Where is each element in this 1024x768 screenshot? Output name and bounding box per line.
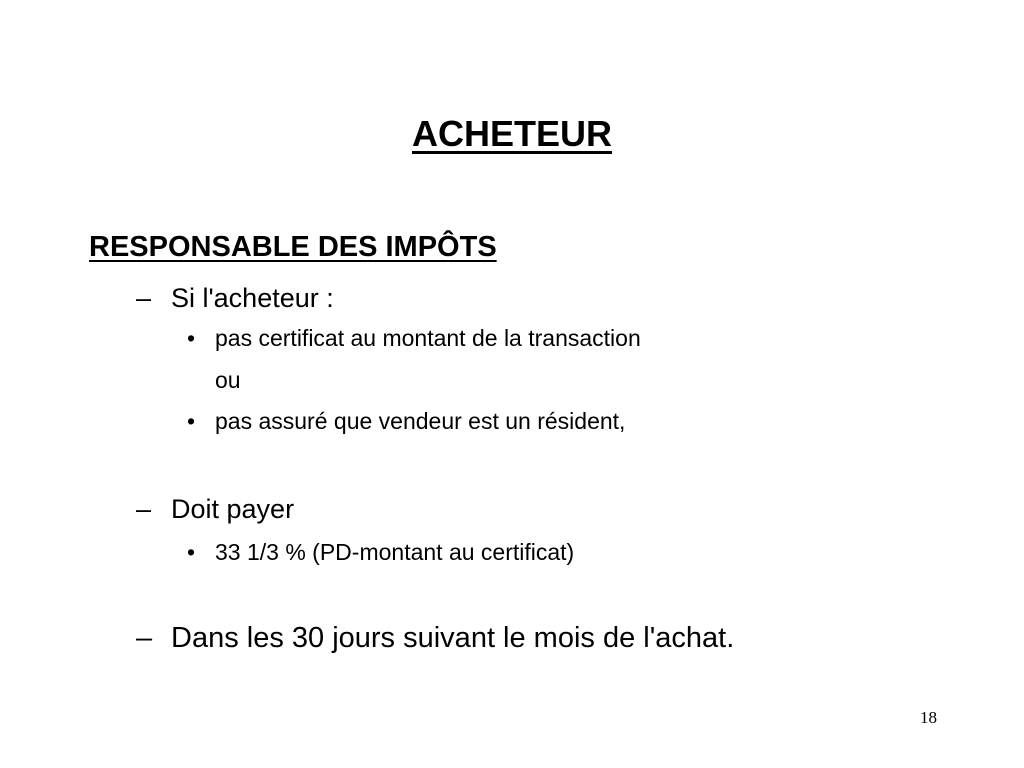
bullet-marker: • [187,408,196,434]
page-number: 18 [920,708,937,727]
slide-title: ACHETEUR [411,113,612,154]
dash-marker: – [136,622,153,654]
sub-item-text: pas assuré que vendeur est un résident, [215,408,626,434]
list-item-deadline [136,621,734,655]
list-item-text: Doit payer [171,494,295,524]
bullet-marker: • [187,325,196,351]
sub-item-amount [187,537,574,567]
sub-item-text: pas certificat au montant de la transaction [215,325,641,351]
list-item-text: Si l'acheteur : [171,283,334,313]
bullet-marker: • [187,539,196,565]
list-item-must-pay [136,492,294,526]
section-heading: RESPONSABLE DES IMPÔTS [89,231,497,263]
connector-text: ou [215,367,241,393]
list-item-text: Dans les 30 jours suivant le mois de l'achat. [171,622,735,654]
sub-item-text: 33 1/3 % (PD-montant au certificat) [215,539,575,565]
dash-marker: – [136,283,152,313]
list-item-buyer-condition [136,281,334,315]
dash-marker: – [136,494,152,524]
sub-item-not-sure-resident [187,406,625,436]
sub-item-no-certificate [187,323,641,353]
